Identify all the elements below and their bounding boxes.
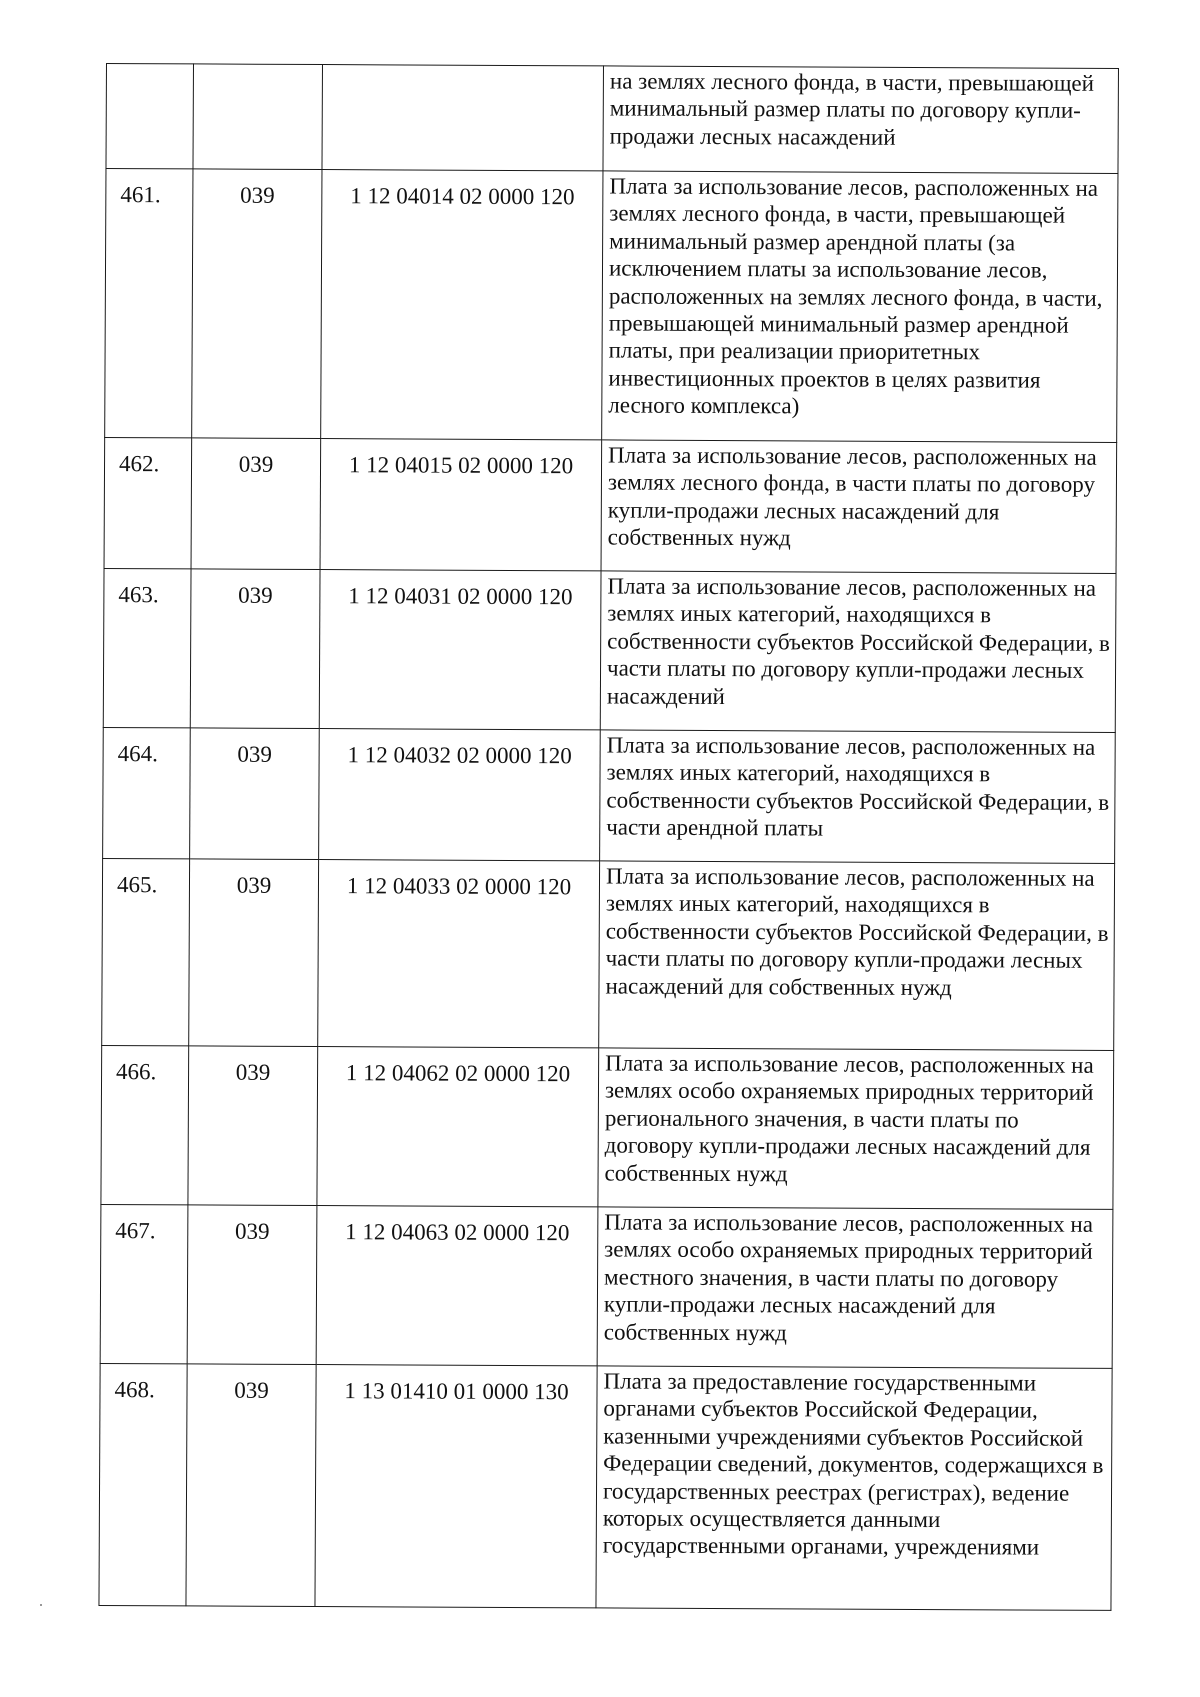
admin-code: 039	[191, 438, 321, 570]
row-number: 463.	[103, 568, 191, 727]
budget-classification-code: 1 13 01410 01 0000 130	[315, 1365, 597, 1608]
row-number: 467.	[100, 1204, 188, 1363]
revenue-codes-table	[98, 63, 1119, 1611]
revenue-description: на землях лесного фонда, в части, превышающей минимальный размер платы по договору купли-продажи лесных насаждений	[603, 66, 1119, 174]
admin-code	[193, 64, 323, 170]
budget-classification-code: 1 12 04032 02 0000 120	[319, 729, 601, 861]
table-row	[100, 1204, 1113, 1368]
revenue-description: Плата за предоставление государственными органами субъектов Российской Федерации, казенными учреждениями субъектов Российской Федерации сведений, документов, содержащихся в государственных реестрах (регистрах), ведение которых осуществляется данными государственными органами, учреждениями	[596, 1366, 1112, 1611]
row-number: 466.	[101, 1045, 189, 1204]
admin-code: 039	[188, 1046, 318, 1206]
row-number: 468.	[99, 1363, 187, 1605]
revenue-description: Плата за использование лесов, расположенных на землях особо охраняемых природных территорий регионального значения, в части платы по договору купли-продажи лесных насаждений для собственных нужд	[598, 1048, 1114, 1210]
table-row	[103, 727, 1116, 863]
budget-classification-code: 1 12 04033 02 0000 120	[318, 860, 600, 1048]
row-number: 465.	[102, 858, 190, 1045]
revenue-description: Плата за использование лесов, расположенных на землях иных категорий, находящихся в собственности субъектов Российской Федерации, в части платы по договору купли-продажи лесных насаждений	[600, 571, 1116, 733]
table-row	[104, 437, 1117, 573]
admin-code: 039	[190, 728, 320, 860]
admin-code: 039	[186, 1364, 316, 1607]
revenue-description: Плата за использование лесов, расположенных на землях иных категорий, находящихся в собственности субъектов Российской Федерации, в части платы по договору купли-продажи лесных насаждений для собственных нужд	[599, 861, 1115, 1051]
budget-classification-code: 1 12 04031 02 0000 120	[319, 570, 601, 730]
table-row	[103, 568, 1116, 732]
admin-code: 039	[192, 169, 322, 439]
admin-code: 039	[190, 569, 320, 729]
table-row	[99, 1363, 1112, 1610]
revenue-description: Плата за использование лесов, расположенных на землях особо охраняемых природных территорий местного значения, в части платы по договору купли-продажи лесных насаждений для собственных нужд	[597, 1207, 1113, 1369]
table-row	[106, 64, 1119, 174]
row-number: 464.	[103, 727, 191, 858]
revenue-description: Плата за использование лесов, расположенных на землях иных категорий, находящихся в собственности субъектов Российской Федерации, в части арендной платы	[600, 730, 1116, 864]
table-row	[105, 169, 1118, 443]
row-number: 462.	[104, 437, 192, 568]
admin-code: 039	[187, 1205, 317, 1365]
table-row	[102, 858, 1115, 1050]
row-number	[106, 64, 194, 169]
revenue-description: Плата за использование лесов, расположенных на землях лесного фонда, в части, превышающей минимальный размер арендной платы (за исключением платы за использование лесов, расположенных на землях лесного фонда, в части, превышающей минимальный размер арендной платы, при реализации приоритетных инвестиционных проектов в целях развития лесного комплекса)	[602, 171, 1118, 443]
scan-speck	[40, 1604, 42, 1606]
budget-classification-code: 1 12 04063 02 0000 120	[316, 1206, 598, 1366]
budget-classification-code	[322, 65, 604, 171]
budget-classification-code: 1 12 04062 02 0000 120	[317, 1047, 599, 1207]
row-number: 461.	[105, 169, 193, 438]
budget-classification-code: 1 12 04015 02 0000 120	[320, 439, 602, 571]
admin-code: 039	[189, 859, 319, 1047]
budget-classification-code: 1 12 04014 02 0000 120	[321, 170, 603, 440]
revenue-description: Плата за использование лесов, расположенных на землях лесного фонда, в части платы по договору купли-продажи лесных насаждений для собственных нужд	[601, 440, 1117, 574]
table-row	[101, 1045, 1114, 1209]
